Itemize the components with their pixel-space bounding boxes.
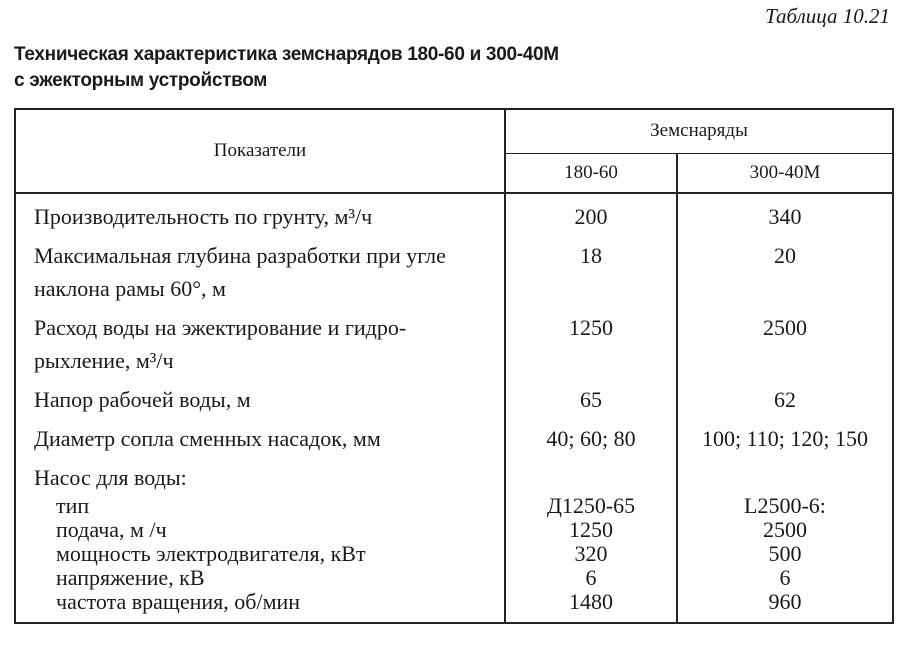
- title-line-2: с эжекторным устройством: [14, 70, 268, 91]
- title-line-1: Техническая характеристика земснарядов 180-60 и 300-40М: [14, 44, 559, 65]
- row-value-1: 18: [505, 233, 677, 305]
- row-value-1: [505, 455, 677, 494]
- table-row: [15, 416, 893, 455]
- spec-table: [14, 108, 894, 624]
- row-param-text: Диаметр сопла сменных насадок, мм: [34, 426, 381, 451]
- row-param: [15, 305, 505, 377]
- row-param: [15, 233, 505, 305]
- subrow-value-1: 320: [505, 542, 677, 566]
- row-value-2: 100; 110; 120; 150: [677, 416, 893, 455]
- row-param-text: Производительность по грунту, м³/ч: [34, 204, 373, 229]
- row-param-text: Напор рабочей воды, м: [34, 387, 251, 412]
- header-group: Земснаряды: [505, 109, 893, 153]
- row-value-1: 40; 60; 80: [505, 416, 677, 455]
- row-param-text: Насос для воды:: [34, 465, 187, 490]
- table-subrow: [15, 542, 893, 566]
- subrow-param: подача, м /ч: [15, 518, 505, 542]
- subrow-value-2: 500: [677, 542, 893, 566]
- row-value-1: 200: [505, 193, 677, 233]
- table-row: [15, 455, 893, 494]
- row-value-1: 65: [505, 377, 677, 416]
- subrow-value-1: 1480: [505, 590, 677, 623]
- table-subrow: [15, 590, 893, 623]
- subrow-value-1: 1250: [505, 518, 677, 542]
- row-param: [15, 193, 505, 233]
- table-subrow: [15, 494, 893, 518]
- row-value-2: [677, 455, 893, 494]
- subrow-param: мощность электродвигателя, кВт: [15, 542, 505, 566]
- row-param: [15, 377, 505, 416]
- table-row: [15, 233, 893, 305]
- table-subrow: [15, 518, 893, 542]
- table-row: [15, 377, 893, 416]
- row-param: [15, 416, 505, 455]
- table-number: Таблица 10.21: [765, 4, 890, 28]
- subrow-value-1: 6: [505, 566, 677, 590]
- row-param: [15, 455, 505, 494]
- header-col-300-40m: 300-40М: [677, 153, 893, 193]
- subrow-value-2: 2500: [677, 518, 893, 542]
- subrow-value-2: L2500-6:: [677, 494, 893, 518]
- row-value-1: 1250: [505, 305, 677, 377]
- row-value-2: 62: [677, 377, 893, 416]
- header-params: Показатели: [15, 109, 505, 193]
- subrow-value-2: 960: [677, 590, 893, 623]
- subrow-param: частота вращения, об/мин: [15, 590, 505, 623]
- subrow-value-2: 6: [677, 566, 893, 590]
- subrow-param: тип: [15, 494, 505, 518]
- row-value-2: 2500: [677, 305, 893, 377]
- table-row: [15, 193, 893, 233]
- subrow-param: напряжение, кВ: [15, 566, 505, 590]
- table-subrow: [15, 566, 893, 590]
- table-row: [15, 305, 893, 377]
- row-value-2: 340: [677, 193, 893, 233]
- table-title: [14, 42, 559, 94]
- row-value-2: 20: [677, 233, 893, 305]
- row-param-text: Максимальная глубина разработки при угле наклона рамы 60°, м: [34, 243, 446, 301]
- subrow-value-1: Д1250-65: [505, 494, 677, 518]
- row-param-text: Расход воды на эжектирование и гидро-рыхление, м³/ч: [34, 315, 407, 373]
- header-col-180-60: 180-60: [505, 153, 677, 193]
